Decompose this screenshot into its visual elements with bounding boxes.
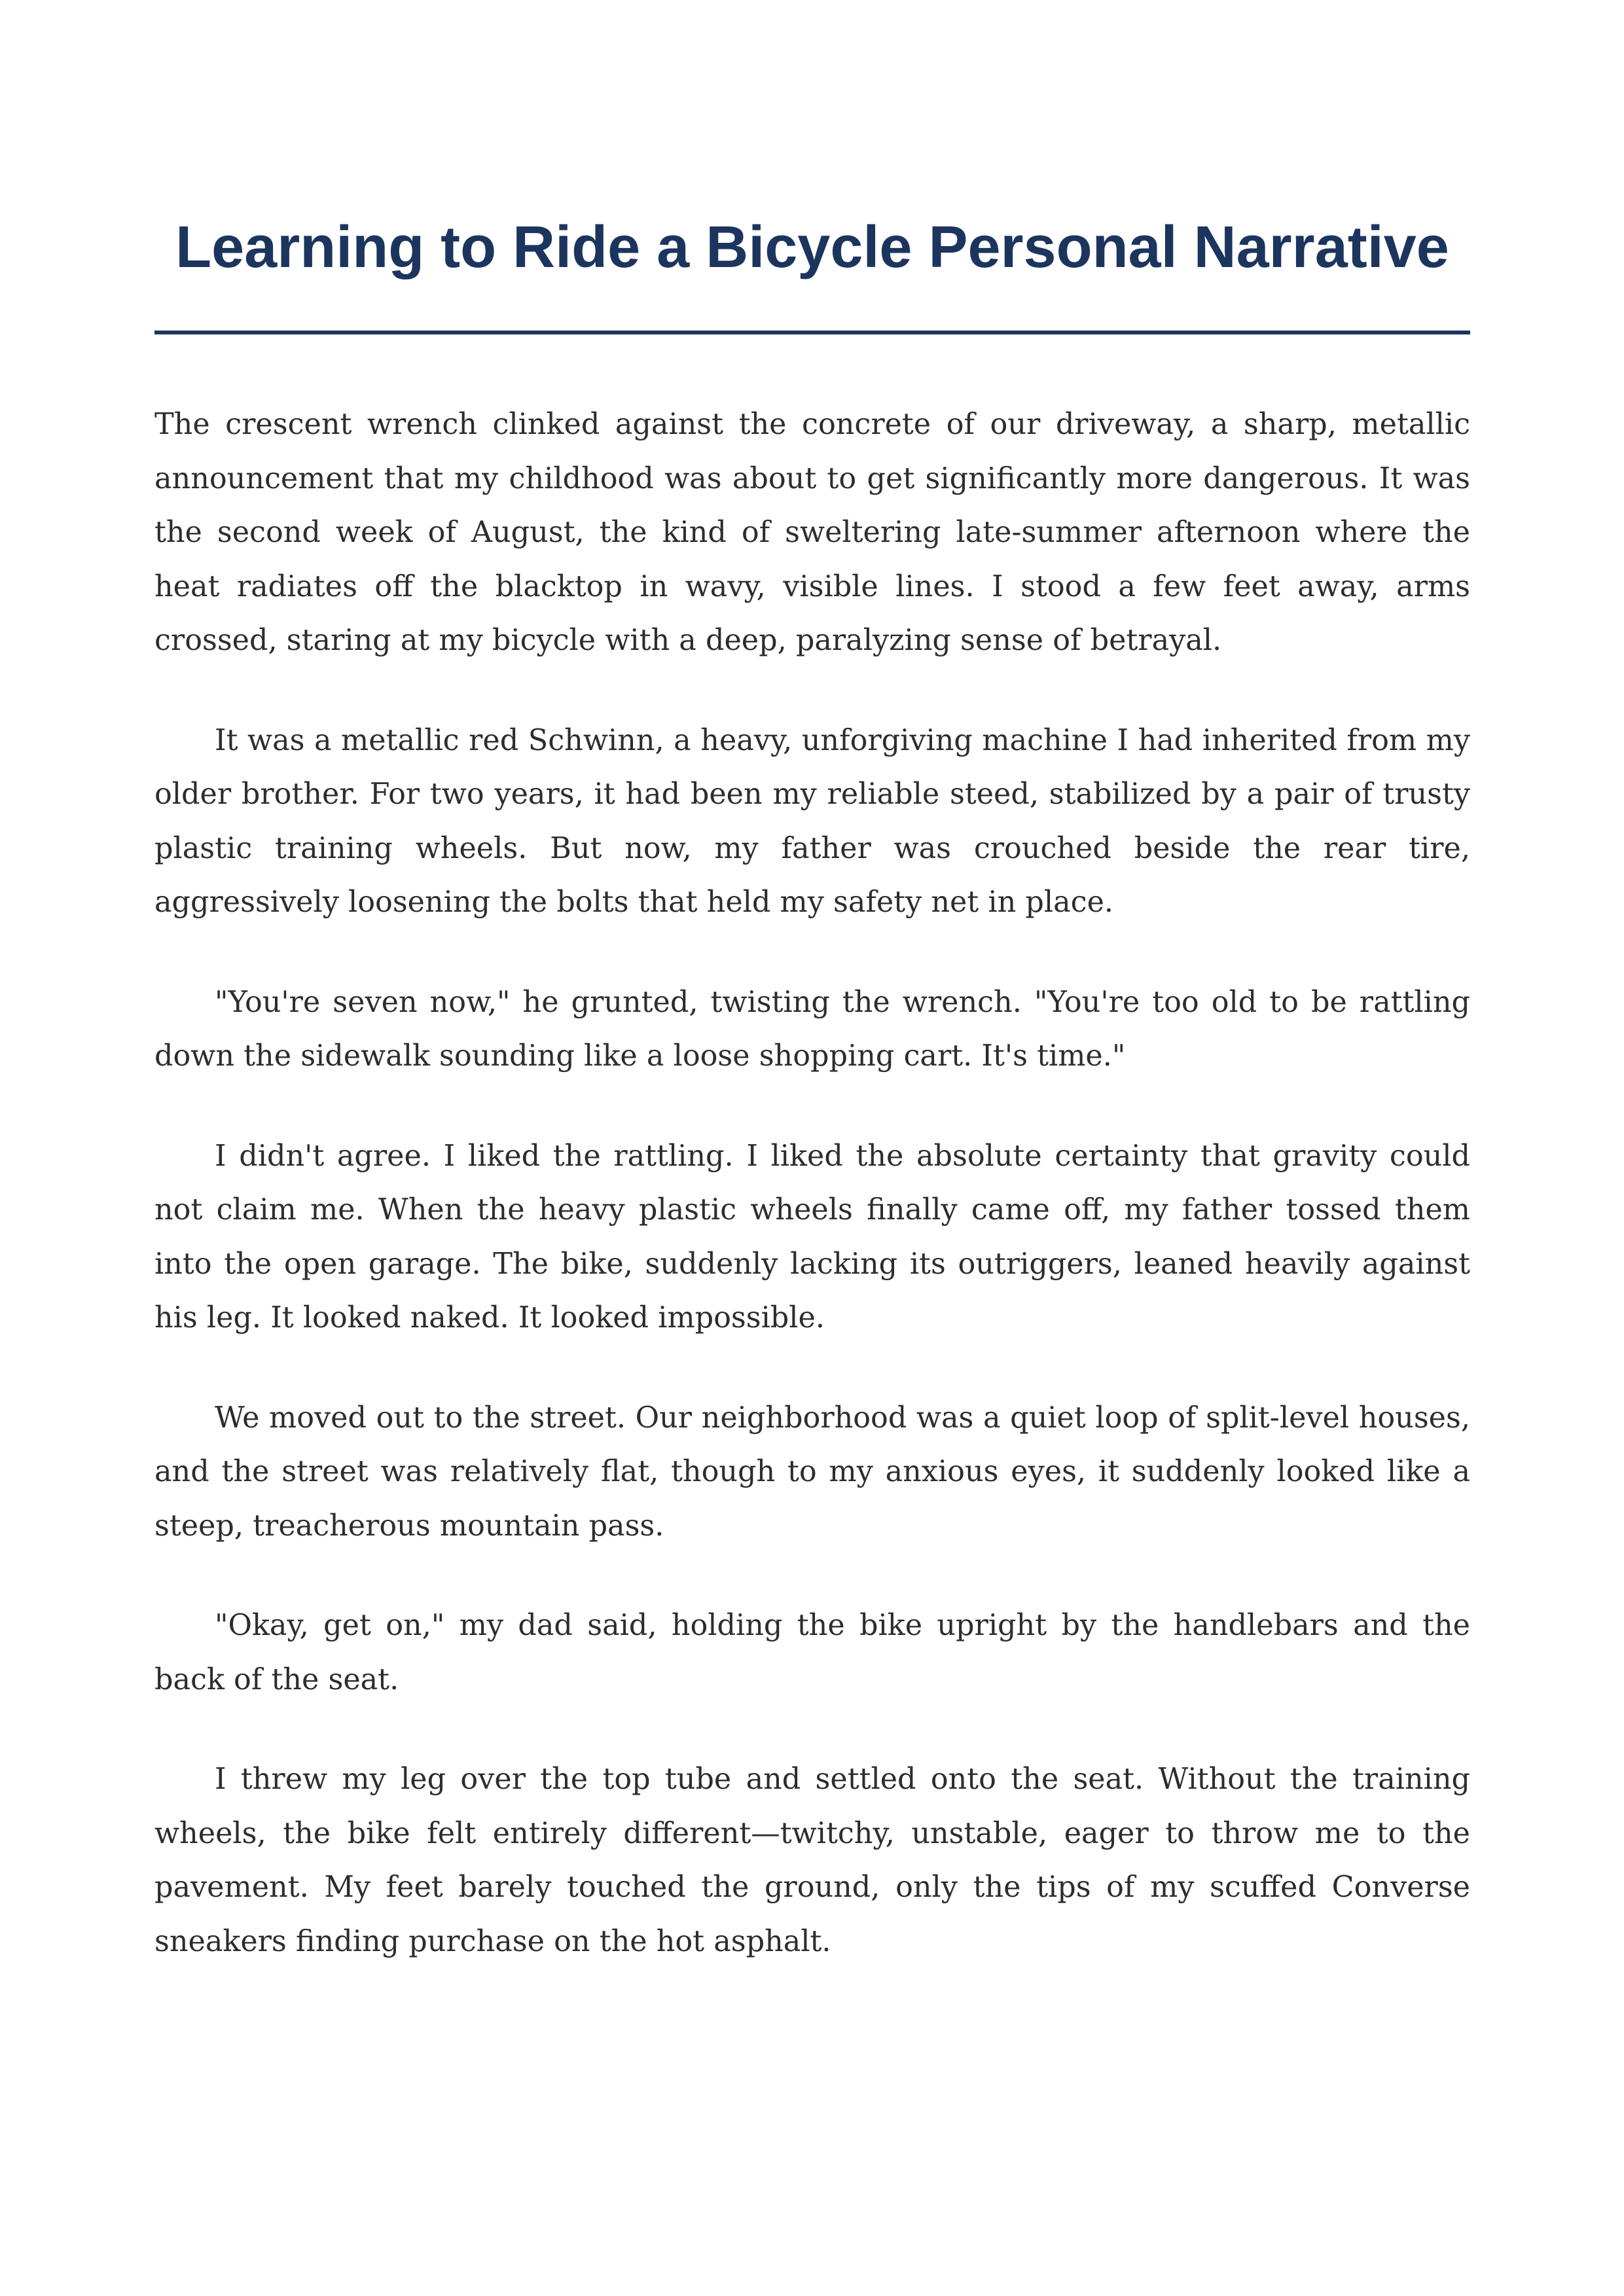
document-title: Learning to Ride a Bicycle Personal Narrative: [175, 215, 1449, 280]
paragraph-3: "You're seven now," he grunted, twisting the wrench. "You're too old to be rattling down the sidewalk sounding like a loose shopping cart. It's time.": [154, 985, 1470, 1073]
narrative-body: [154, 398, 1470, 2015]
paragraph-4: I didn't agree. I liked the rattling. I liked the absolute certainty that gravity could not claim me. When the heavy plastic wheels finally came off, my father tossed them into the open garage. The bike, suddenly lacking its outriggers, leaned heavily against his leg. It looked naked. It looked impossible.: [154, 1139, 1470, 1335]
paragraph-2: It was a metallic red Schwinn, a heavy, unforgiving machine I had inherited from my older brother. For two years, it had been my reliable steed, stabilized by a pair of trusty plastic training wheels. But now, my father was crouched beside the rear tire, aggressively loosening the bolts that held my safety net in place.: [154, 723, 1470, 919]
paragraph-7: I threw my leg over the top tube and settled onto the seat. Without the training wheels, the bike felt entirely different—twitchy, unstable, eager to throw me to the pavement. My feet barely touched the ground, only the tips of my scuffed Converse sneakers finding purchase on the hot asphalt.: [154, 1763, 1470, 1958]
title-divider: [154, 331, 1470, 334]
paragraph-6: "Okay, get on," my dad said, holding the bike upright by the handlebars and the back of the seat.: [154, 1609, 1470, 1696]
paragraph-1: The crescent wrench clinked against the concrete of our driveway, a sharp, metallic announcement that my childhood was about to get significantly more dangerous. It was the second week of August, the kind of sweltering late-summer afternoon where the heat radiates off the blacktop in wavy, visible lines. I stood a few feet away, arms crossed, staring at my bicycle with a deep, paralyzing sense of betrayal.: [154, 408, 1470, 657]
paragraph-5: We moved out to the street. Our neighborhood was a quiet loop of split-level houses, and the street was relatively flat, though to my anxious eyes, it suddenly looked like a steep, treacherous mountain pass.: [154, 1401, 1470, 1543]
